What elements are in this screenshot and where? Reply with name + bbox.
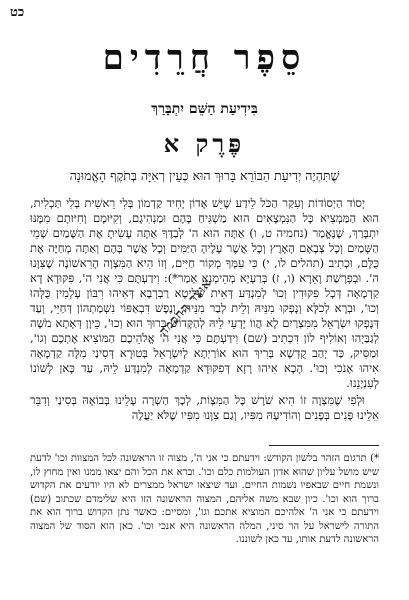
paragraph-2: וּלְפִי שֶׁמִּצְוָה זוֹ הִיא שֹׁרֶשׁ כָּל הַמִּצְוֹת, לְכָךְ הַשְׁרָה עָלֵינוּ בְּבוֹאָהּ בְּסִינַי וְדִבֵּר אֵלֵינוּ פָּנִים בְּפָנִים וְהוֹדִיעָהּ מִפִּיו, וְגַם צִוָּנוּ מִפִּיו שֶׁלֹּא יַעֲלֶה (30, 393, 379, 422)
page-number: כט (10, 5, 25, 20)
main-text (30, 196, 379, 423)
footnote-divider (269, 445, 379, 446)
watermark-stamp: אוצר החכמה (156, 276, 215, 339)
chapter-summary: שֶׁתִּהְיֶה יְדִיעַת הַבּוֹרֵא בָּרוּךְ הוּא כְּעֵין רְאִיָּה בְּתֹקֶף הָאֱמוּנָה (69, 168, 340, 183)
book-subtitle: בִּידִיעַת הַשֵּׁם יִתְבָּרַךְ (151, 101, 258, 117)
book-title: סֵפֶר חֲרֵדִים (102, 38, 307, 78)
footnote: *) תרגום הזהר בלשון הקודש: וידעתם כי אני ה', מצוה זו הראשונה לכל המצוות וכו' לדעת שיש מושל עליון שהוא אדון העולמות כלם וכו'. וברא את הכל והם יצאו ממנו ואין מחוץ לו, ונשמת חיים שבאפיו נשמות החיים. ועד שיצאו ישראל ממצרים לא היו יודעים את הקדוש ברוך הוא וכו'. כיון שבא משה אליהם, המצוה הראשונה הזו היא שלימדם שכתוב (שם) וידעתם כי אני ה' אלהיכם המוציא אתכם וגו', ומסיים: כאשר נתן הקדוש ברוך הוא את התורה לישראל על הר סיני, המלה הראשונה היא אנכי וכו'. כאן הוא הסוד של המצוה הראשונה לדעת אותו, עד כאן לשוננו. (30, 453, 379, 545)
paragraph-1: יְסוֹד הַיְסוֹדוֹת וְעִקַּר הַכֹּל לֵידַע שֶׁיֵּשׁ אָדוֹן יָחִיד קַדְמוֹן בְּלִי רֵאשִׁית בְּלִי תַּכְלִית, הוּא הַמַּמְצִיא כָּל הַנִּמְצָאִים הוּא מַשְׁגִּיחַ בָּהֶם וּמַנְהִיגָם, וְקִיּוּמָם וְחִיּוּתָם מִמֶּנּוּ יִתְבָּרַךְ, שֶׁנֶּאֱמַר (נחמיה ט, ו) אַתָּה הוּא ה' לְבַדֶּךָ אַתָּה עָשִׂיתָ אֶת הַשָּׁמַיִם שְׁמֵי הַשָּׁמַיִם וְכָל צְבָאָם הָאָרֶץ וְכָל אֲשֶׁר עָלֶיהָ הַיַּמִּים וְכָל אֲשֶׁר בָּהֶם וְאַתָּה מְחַיֶּה אֶת כֻּלָּם, וּכְתִיב (תהלים לו, י) כִּי עִמְּךָ מְקוֹר חַיִּים, וְזוֹ הִיא הַמִּצְוָה הָרִאשׁוֹנָה שֶׁצִּוָּנוּ ה'. וּבְפָרָשַׁת וָאֵרָא (ו, ז) בְּרַעְיָא מְהֵימְנָא אָמַר*): וִידַעְתֶּם כִּי אֲנִי ה', פִּקּוּדָא דָא קַדְמָאָה דְּכָל פִּקּוּדִין וְכוּ' לְמִנְדַּע דְּאִית שַׁלִּיטָא רַבְרְבָא דְּאִיהוּ רִבּוֹן עָלְמִין כֻּלְּהוּ וְכוּ', וּבְרָא לְכֹלָּא וְנָפְקוּ מִנֵּיהּ וְלֵית לְבַר מִנֵּיהּ, וְנֶפֶשׁ דִּבְאַפּוֹי נִשְׁמַתְהוֹן דְּחַיֵּי, וְעַד דְּנָפְקוּ יִשְׂרָאֵל מִמִּצְרַיִם לָא הֲווֹ יָדְעֵי לֵיהּ לְהַקָּדוֹשׁ בָּרוּךְ הוּא וְכוּ', כֵּיוָן דְּאָתָא מֹשֶׁה לְגַבַּיְהוּ וְאוֹלִיף לוֹן דִּכְתִיב (שם) וִידַעְתֶּם כִּי אֲנִי ה' אֱלֹהֵיכֶם הַמּוֹצִיא אֶתְכֶם וְגוֹ', וּמַסִּיק, כַּד יְהַב קֻדְשָׁא בְּרִיךְ הוּא אוֹרַיְתָא לְיִשְׂרָאֵל בְּטוּרָא דְּסִינַי מִלָּה קַדְמָאָה אִיהוּ אָנֹכִי וְכוּ'. הָכָא אִיהוּ רָזָא דְּפִקּוּדָא קַדְמָאָה לְמִנְדַּע לֵיהּ, עַד כָּאן לְשׁוֹנוֹ לְעִנְיָנֵנוּ. (30, 196, 379, 390)
chapter-heading: פֶּרֶק א (163, 129, 246, 158)
